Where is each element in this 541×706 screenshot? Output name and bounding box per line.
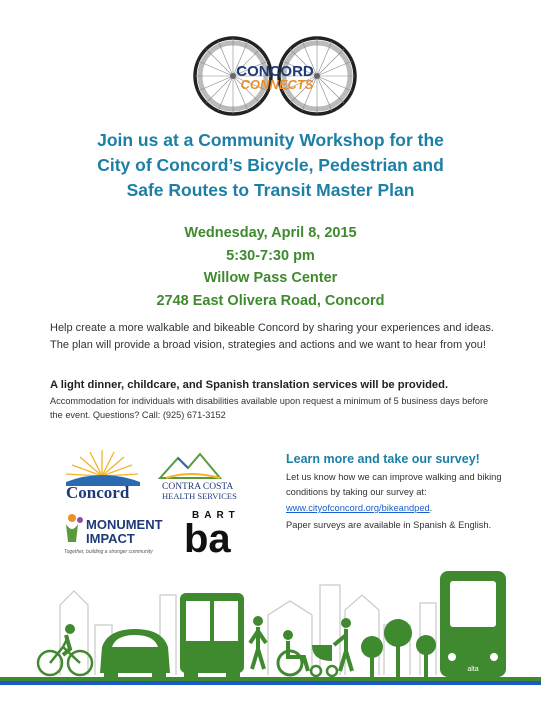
ground-stripe-blue [0,681,541,685]
contra-costa-line2: HEALTH SERVICES [162,491,237,501]
concord-logo-text: Concord [66,483,130,502]
car-icon [100,629,170,681]
survey-paper-note: Paper surveys are available in Spanish & English. [286,519,492,530]
logo-line1: CONCORD [236,63,314,80]
provided-services: A light dinner, childcare, and Spanish translation services will be provided. [50,379,449,391]
bicycle-wheels-icon [190,34,360,124]
event-time: 5:30-7:30 pm [226,247,315,264]
bart-mark: ba [184,517,231,558]
survey-title: Learn more and take our survey! [286,452,480,466]
partner-logos [60,448,275,558]
train-icon [440,571,506,677]
monument-tagline: Together, building a stronger community [64,549,153,555]
headline-line3: Safe Routes to Transit Master Plan [126,180,415,200]
trees-icon [361,619,436,677]
headline-line2: City of Concord’s Bicycle, Pedestrian and [97,155,444,175]
street-scene-illustration [0,565,541,701]
monument-line1: MONUMENT [86,517,163,532]
event-details [0,222,541,312]
ground-stripe-green [0,677,541,681]
stroller-icon [311,618,352,676]
survey-section [286,450,516,532]
survey-body: Let us know how we can improve walking and biking conditions by taking our survey at: [286,472,502,497]
survey-link[interactable]: www.cityofconcord.org/bikeandped [286,503,430,513]
event-venue: Willow Pass Center [203,270,338,286]
bus-mark: alta [467,666,479,673]
logo-line2: CONNECTS [240,77,314,92]
monument-people-icon [66,514,83,542]
mountains-icon [160,454,220,478]
survey-link-row [286,501,516,516]
event-date: Wednesday, April 8, 2015 [184,225,357,241]
intro-paragraph: Help create a more walkable and bikeable Concord by sharing your experiences and ideas. The plan will provide a broad vision, strategies and actions and we want to hear from you! [50,322,494,351]
headline [0,128,541,203]
wheelchair-icon [278,630,308,675]
bart-text: BART [192,510,240,521]
survey-link-suffix: . [429,503,433,513]
event-address: 2748 East Olivera Road, Concord [156,292,385,309]
concord-connects-logo [190,34,360,124]
concord-sun-icon [66,450,140,486]
headline-line1: Join us at a Community Workshop for the [97,130,444,150]
contra-costa-line1: CONTRA COSTA [162,482,234,492]
monument-line2: IMPACT [86,531,135,546]
cyclist-icon [38,624,92,675]
pedestrian-icon [250,616,266,669]
accommodation-note: Accommodation for individuals with disabilities available upon request a minimum of 5 business days before the event. Questions? Call: (925) 671-3152 [50,396,489,420]
bus-icon [180,593,244,683]
